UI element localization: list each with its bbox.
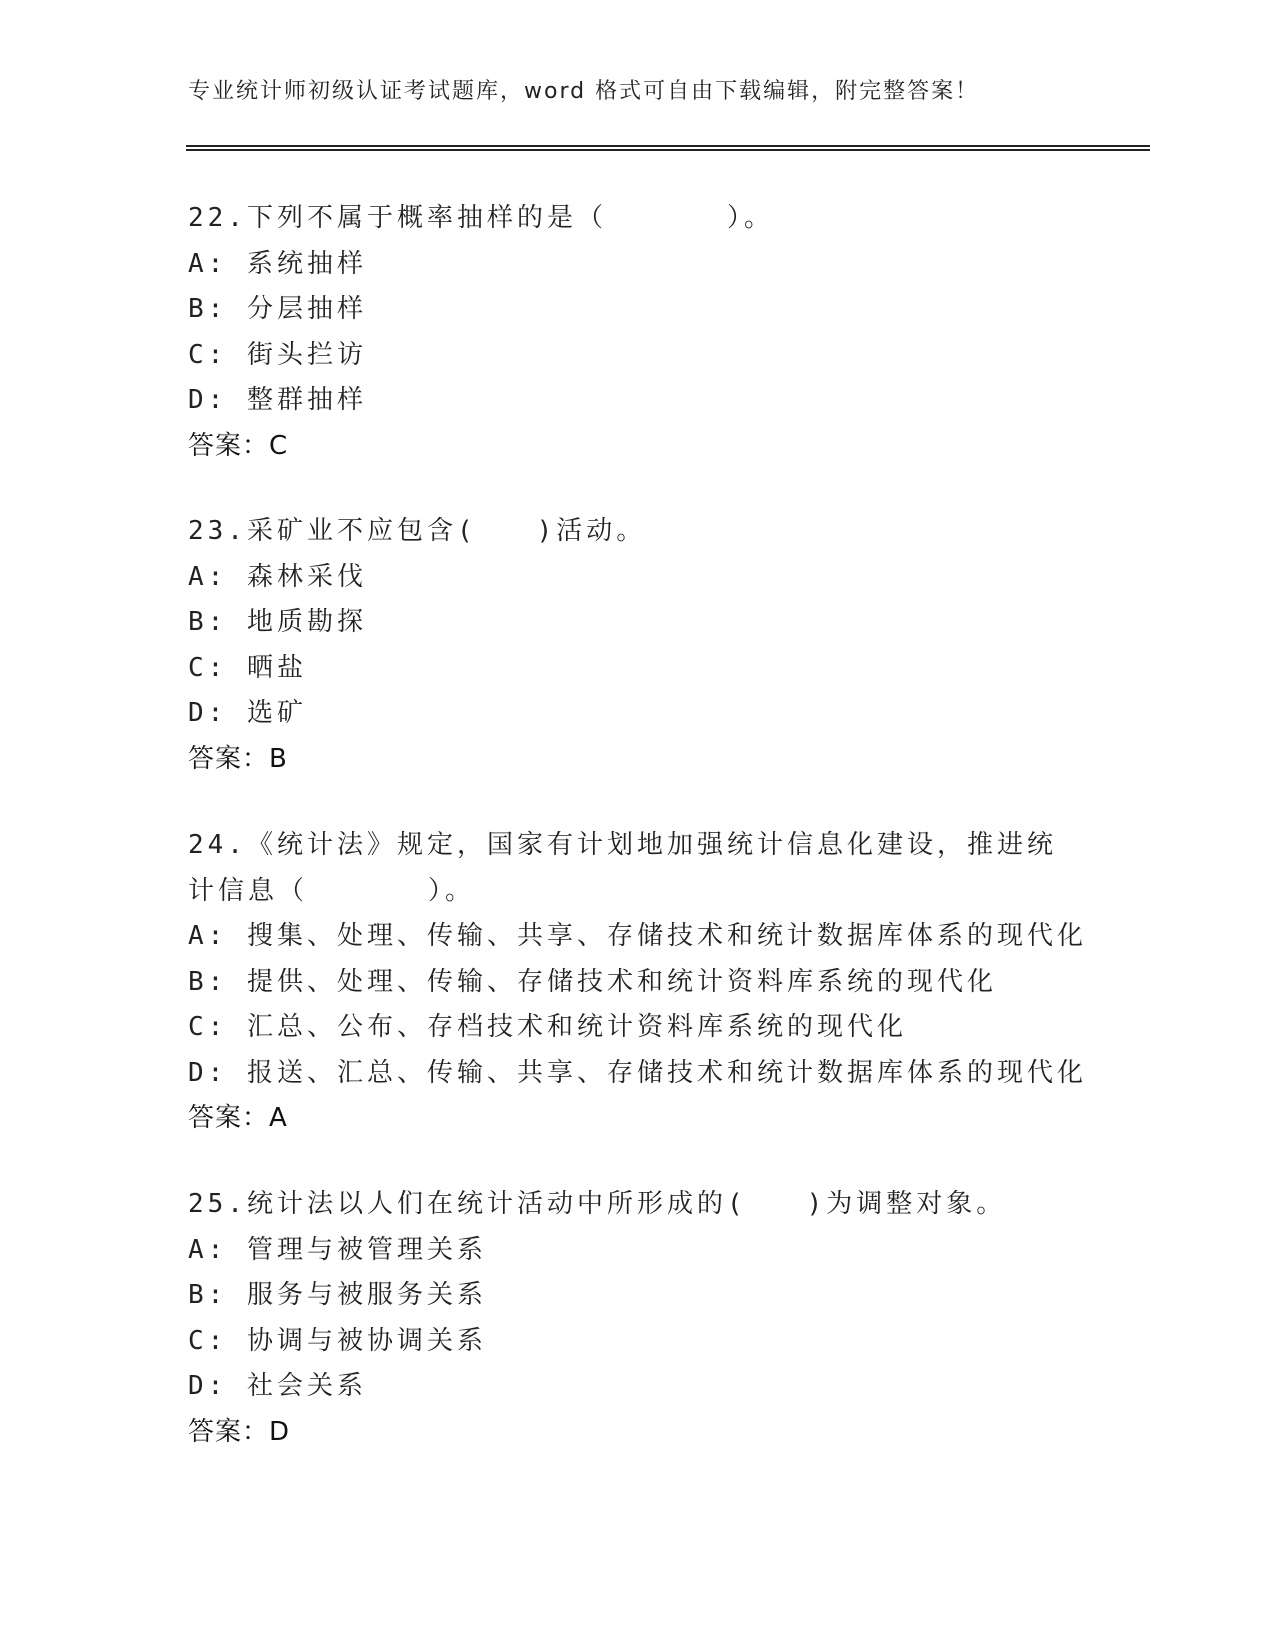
question-23 (188, 509, 1088, 782)
option-c: C: 街头拦访 (188, 339, 367, 370)
option-c: C: 晒盐 (188, 652, 307, 683)
option-a: A: 森林采伐 (188, 561, 367, 592)
option-d: D: 整群抽样 (188, 385, 367, 415)
option-c: C: 协调与被协调关系 (188, 1325, 487, 1356)
question-24 (188, 823, 1088, 1142)
option-c: C: 汇总、公布、存档技术和统计资料库系统的现代化 (188, 1012, 907, 1042)
question-stem: 22.下列不属于概率抽样的是（ ）。 (188, 203, 774, 233)
option-a: A: 搜集、处理、传输、共享、存储技术和统计数据库体系的现代化 (188, 921, 1087, 951)
option-b: B: 提供、处理、传输、存储技术和统计资料库系统的现代化 (188, 966, 997, 997)
header-divider (186, 145, 1150, 151)
answer: 答案：C (188, 430, 289, 461)
option-d: D: 选矿 (188, 698, 307, 728)
answer: 答案：B (188, 743, 288, 774)
option-d: D: 社会关系 (188, 1371, 367, 1401)
option-a: A: 管理与被管理关系 (188, 1234, 487, 1265)
question-stem: 23.采矿业不应包含( )活动。 (188, 516, 647, 546)
option-b: B: 分层抽样 (188, 294, 367, 324)
option-b: B: 地质勘探 (188, 607, 367, 637)
option-b: B: 服务与被服务关系 (188, 1280, 487, 1310)
answer: 答案：D (188, 1416, 291, 1447)
question-stem: 25.统计法以人们在统计活动中所形成的( )为调整对象。 (188, 1189, 1007, 1219)
question-22 (188, 196, 1088, 469)
option-a: A: 系统抽样 (188, 248, 367, 279)
option-d: D: 报送、汇总、传输、共享、存储技术和统计数据库体系的现代化 (188, 1057, 1087, 1088)
question-25 (188, 1182, 1088, 1455)
question-stem: 24.《统计法》规定，国家有计划地加强统计信息化建设，推进统计信息（ ）。 (188, 830, 1057, 906)
document-header: 专业统计师初级认证考试题库，word 格式可自由下载编辑，附完整答案！ (188, 79, 980, 104)
answer: 答案：A (188, 1103, 288, 1133)
